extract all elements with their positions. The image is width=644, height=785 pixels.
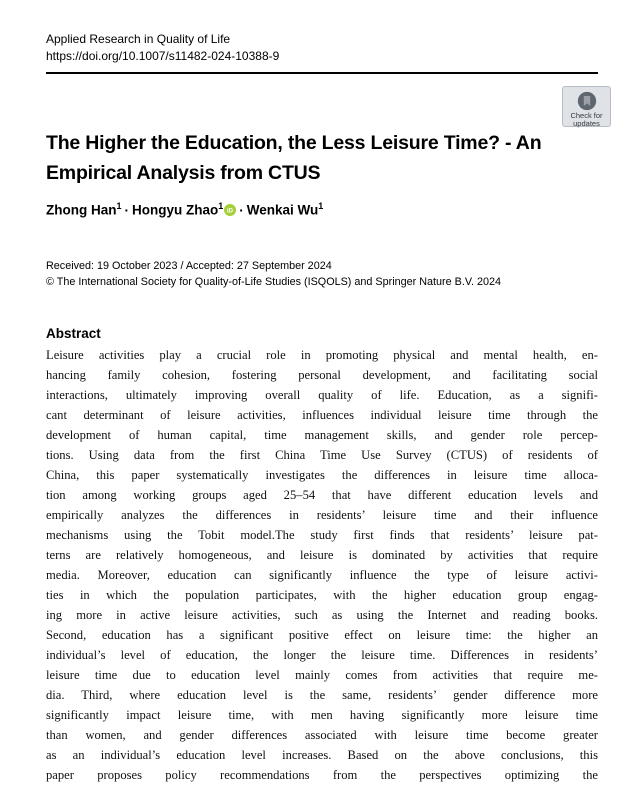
page-title-line2: Empirical Analysis from CTUS bbox=[46, 162, 321, 184]
badge-label bbox=[570, 112, 602, 128]
author-name: Hongyu Zhao bbox=[132, 202, 219, 218]
check-for-updates-badge[interactable] bbox=[562, 86, 611, 127]
abstract-line: development of human capital, time management skills, and gender role percep- bbox=[46, 428, 598, 442]
abstract-body bbox=[46, 345, 598, 782]
abstract-line: individual’s level of education, the longer the leisure time. Differences in residents’ bbox=[46, 648, 598, 662]
copyright-line: © The International Society for Quality-of-Life Studies (ISQOLS) and Springer Nature B.V. 2024 bbox=[46, 276, 502, 288]
abstract-line: tion among working groups aged 25–54 that have different education levels and bbox=[46, 488, 598, 502]
abstract-line: dia. Third, where education level is the same, residents’ gender difference more bbox=[46, 688, 598, 702]
abstract-line: as an individual’s education level increases. Based on the above conclusions, this bbox=[46, 748, 598, 762]
abstract-line: Leisure activities play a crucial role in promoting physical and mental health, en- bbox=[46, 348, 598, 362]
abstract-line: terns are relatively homogeneous, and leisure is dominated by activities that require bbox=[46, 548, 598, 562]
header-divider bbox=[46, 72, 598, 74]
authors-line bbox=[46, 201, 606, 218]
abstract-line: cant determinant of leisure activities, influences individual leisure time through the bbox=[46, 408, 598, 422]
abstract-line: hancing family cohesion, fostering personal development, and facilitating social bbox=[46, 368, 598, 382]
badge-label-line1: Check for bbox=[570, 111, 603, 120]
abstract-line: than women, and gender differences associated with leisure time become greater bbox=[46, 728, 598, 742]
author-separator: · bbox=[124, 202, 130, 218]
abstract-line: paper proposes policy recommendations from the perspectives optimizing the bbox=[46, 768, 598, 782]
abstract-line: empirically analyzes the differences in residents’ leisure time and their influence bbox=[46, 508, 598, 522]
abstract-line: media. Moreover, education can significantly influence the type of leisure activi- bbox=[46, 568, 598, 582]
svg-text:iD: iD bbox=[227, 207, 234, 214]
page-title bbox=[46, 128, 606, 188]
author-name: Zhong Han bbox=[46, 202, 117, 218]
abstract-line: mechanisms using the Tobit model.The study first finds that residents’ leisure pat- bbox=[46, 528, 598, 542]
author-name: Wenkai Wu bbox=[246, 202, 319, 218]
abstract-heading: Abstract bbox=[46, 326, 101, 341]
abstract-line: tions. Using data from the first China Time Use Survey (CTUS) of residents of bbox=[46, 448, 598, 462]
doi-link[interactable]: https://doi.org/10.1007/s11482-024-10388-9 bbox=[46, 49, 280, 63]
author-affiliation-sup: 1 bbox=[116, 201, 122, 211]
author-affiliation-sup: 1 bbox=[318, 201, 324, 211]
abstract-line: significantly impact leisure time, with men having significantly more leisure time bbox=[46, 708, 598, 722]
abstract-line: leisure time due to education level mainly comes from activities that require me- bbox=[46, 668, 598, 682]
author-affiliation-sup: 1 bbox=[218, 201, 224, 211]
abstract-line: Second, education has a significant positive effect on leisure time: the higher an bbox=[46, 628, 598, 642]
abstract-line: ing more in active leisure activities, such as using the Internet and reading books. bbox=[46, 608, 598, 622]
badge-label-line2: updates bbox=[573, 119, 600, 128]
received-accepted-line: Received: 19 October 2023 / Accepted: 27 September 2024 bbox=[46, 260, 332, 272]
journal-name: Applied Research in Quality of Life bbox=[46, 32, 231, 46]
abstract-line: ties in which the population participates, with the higher education group engag- bbox=[46, 588, 598, 602]
orcid-id-icon[interactable] bbox=[224, 204, 236, 216]
abstract-line: interactions, ultimately improving overall quality of life. Education, as a signifi- bbox=[46, 388, 598, 402]
page-title-line1: The Higher the Education, the Less Leisure Time? - An bbox=[46, 132, 542, 154]
author-separator: · bbox=[239, 202, 244, 218]
bookmark-circle-icon bbox=[576, 90, 598, 112]
meta-block bbox=[46, 258, 606, 290]
abstract-line: China, this paper systematically investigates the differences in leisure time alloca- bbox=[46, 468, 598, 482]
